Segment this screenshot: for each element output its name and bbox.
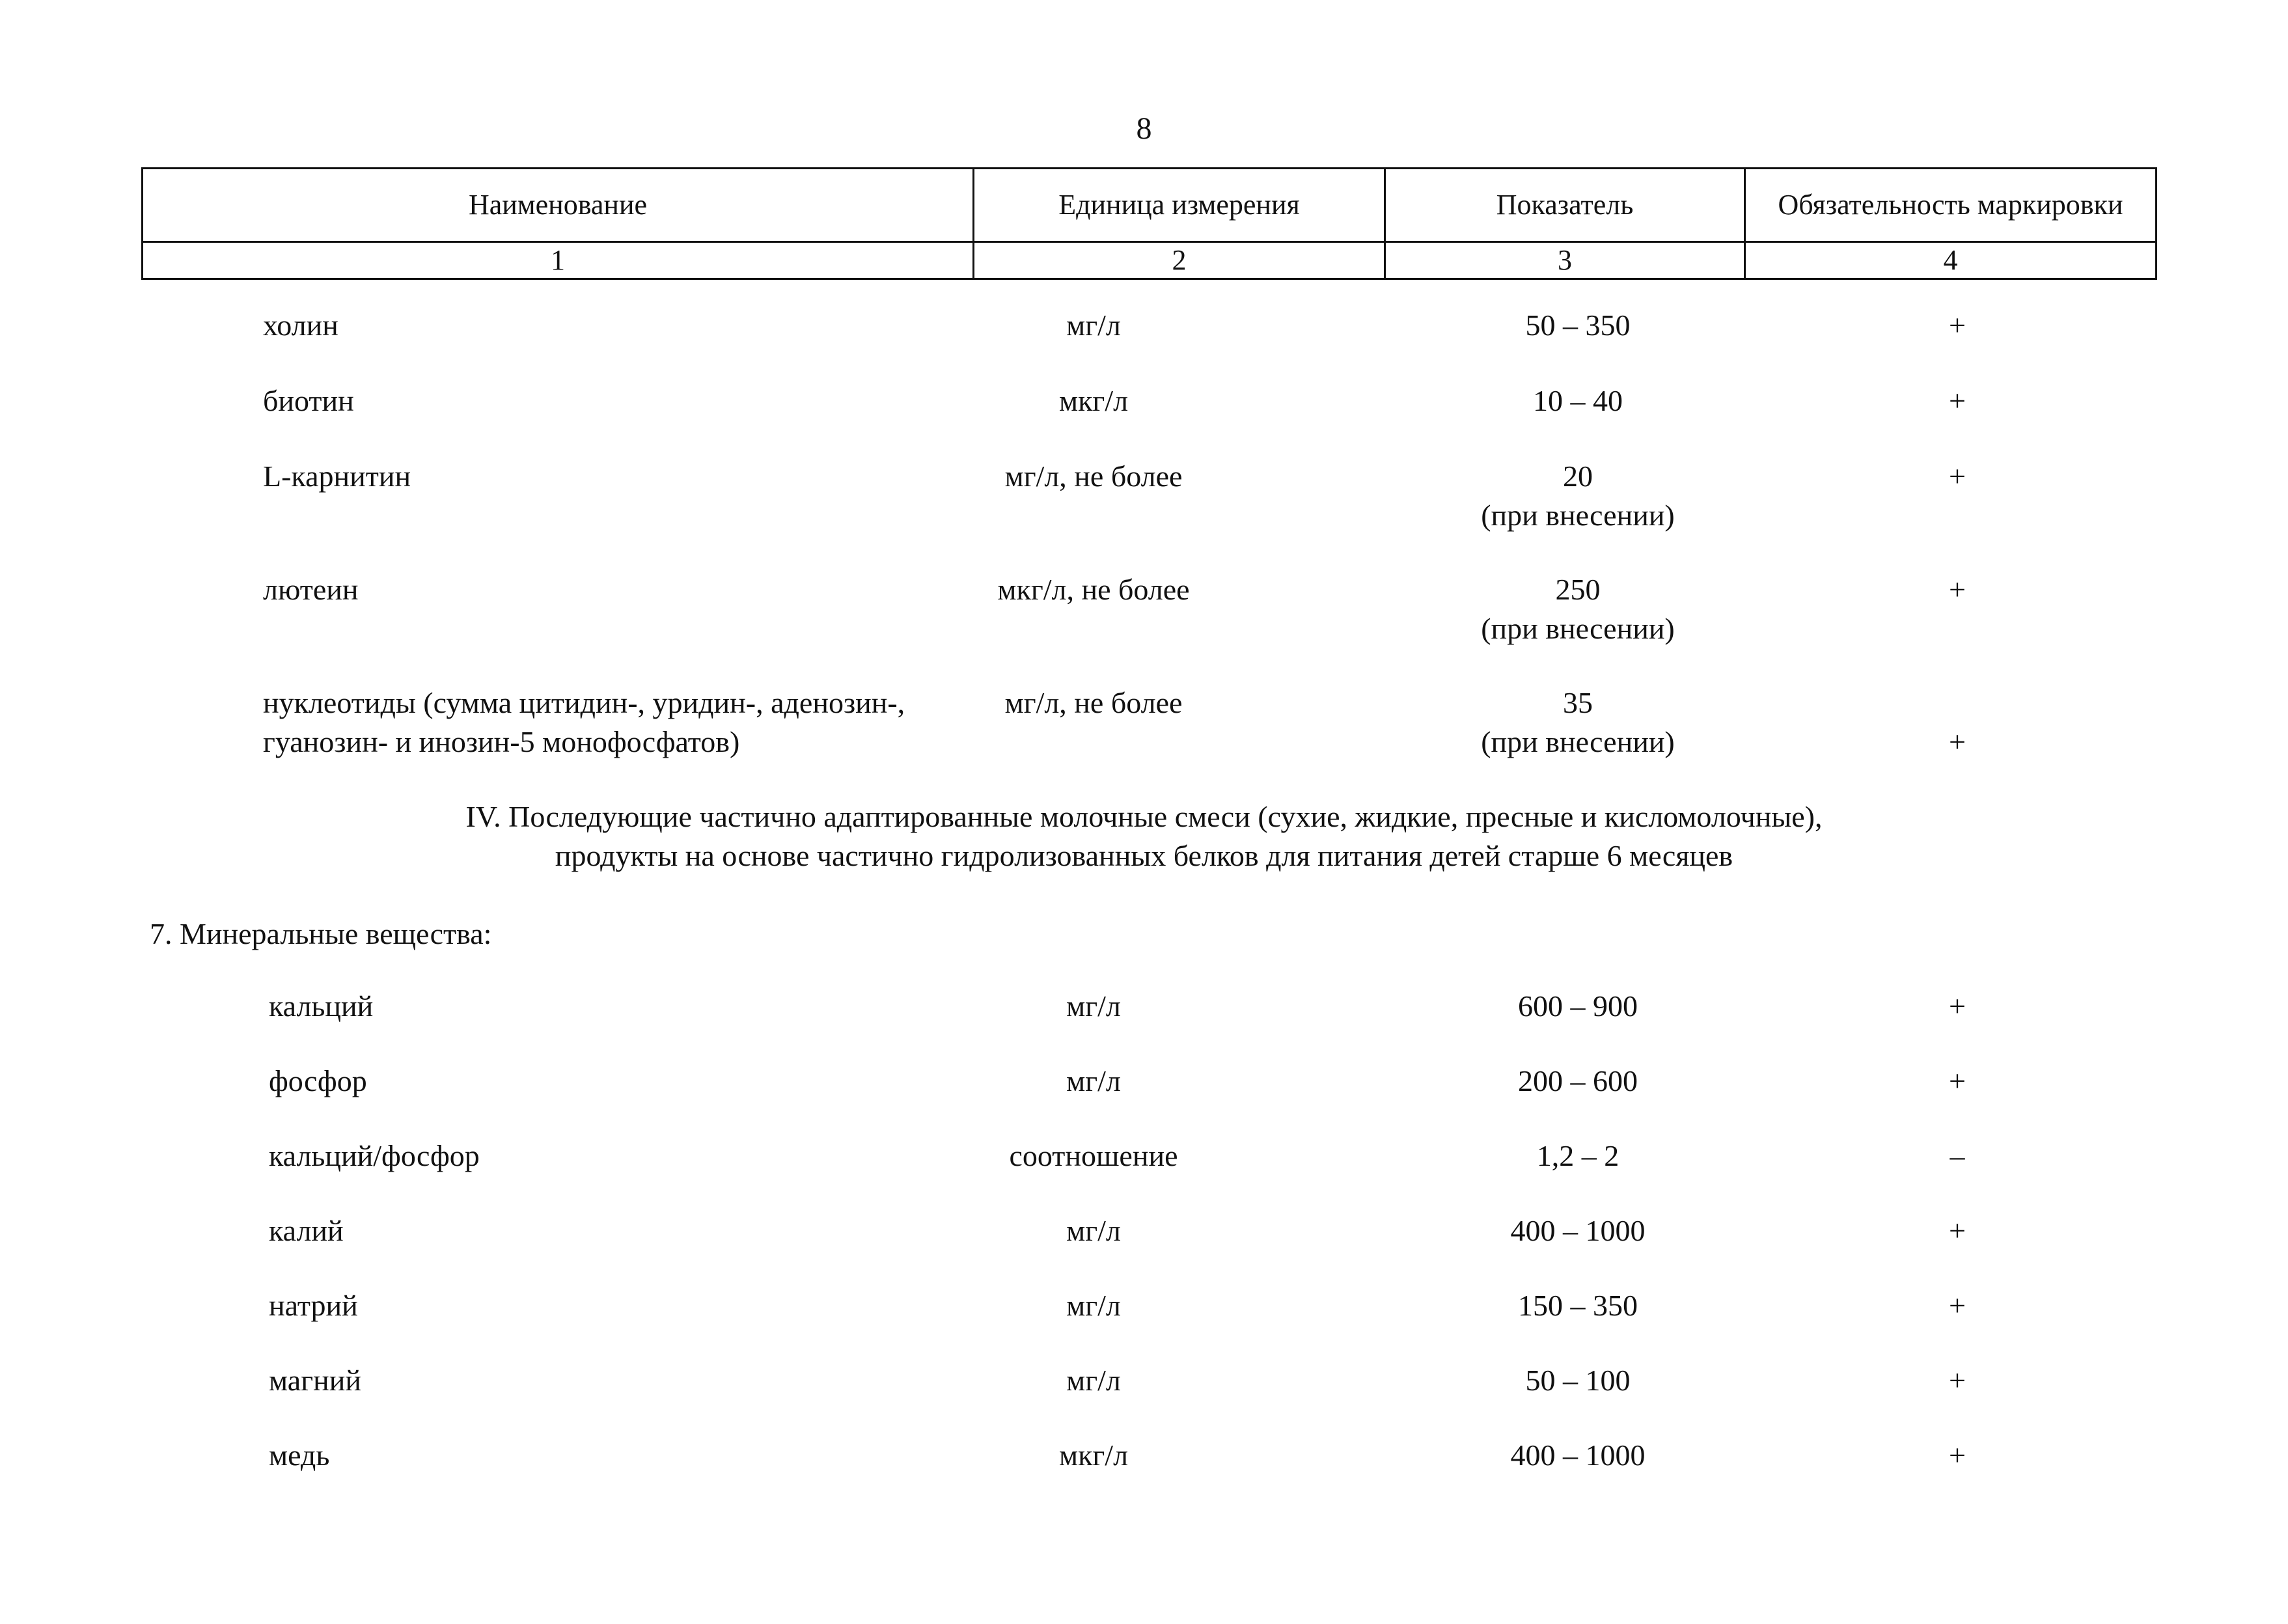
- row-labeling-mark: +: [1949, 725, 1966, 758]
- column-header-value: Показатель: [1385, 169, 1745, 242]
- row-value: 400 – 1000: [1510, 1214, 1646, 1247]
- row-unit: мг/л: [1066, 989, 1121, 1023]
- row-name: фосфор: [269, 1064, 367, 1097]
- row-name: медь: [269, 1438, 330, 1472]
- row-labeling-mark: +: [1949, 1064, 1966, 1097]
- row-name: биотин: [263, 384, 354, 417]
- row-unit: мкг/л: [1058, 1438, 1129, 1472]
- table-header: [141, 167, 2157, 280]
- row-unit: мг/л, не более: [1004, 686, 1183, 719]
- row-name: кальций: [269, 989, 374, 1023]
- subsection-heading: 7. Минеральные вещества:: [150, 917, 492, 950]
- row-labeling-mark: +: [1949, 1214, 1966, 1247]
- row-value: 400 – 1000: [1510, 1438, 1646, 1472]
- row-labeling-mark: +: [1949, 989, 1966, 1023]
- row-value: 50 – 100: [1525, 1364, 1631, 1397]
- row-name: лютеин: [263, 573, 359, 606]
- row-unit: мг/л: [1066, 1064, 1121, 1097]
- row-labeling-mark: +: [1949, 1289, 1966, 1322]
- row-value: 1,2 – 2: [1536, 1139, 1620, 1172]
- row-name: натрий: [269, 1289, 358, 1322]
- row-labeling-mark: +: [1949, 573, 1966, 606]
- row-value: 10 – 40: [1533, 384, 1623, 417]
- row-value: 600 – 900: [1518, 989, 1638, 1023]
- row-value: 50 – 350: [1525, 309, 1631, 342]
- row-labeling-mark: +: [1949, 1438, 1966, 1472]
- row-value: 200 – 600: [1518, 1064, 1638, 1097]
- row-name: магний: [269, 1364, 361, 1397]
- row-name: кальций/фосфор: [269, 1139, 480, 1172]
- column-header-labeling: Обязательность маркировки: [1745, 169, 2157, 242]
- row-unit: соотношение: [1009, 1139, 1178, 1172]
- row-name: холин: [263, 309, 338, 342]
- row-value: 250 (при внесении): [1481, 573, 1675, 645]
- row-value: 20 (при внесении): [1481, 460, 1675, 532]
- row-labeling-mark: +: [1949, 1364, 1966, 1397]
- column-number-3: 3: [1385, 242, 1745, 279]
- column-header-unit: Единица измерения: [974, 169, 1385, 242]
- row-labeling-mark: +: [1949, 384, 1966, 417]
- row-labeling-mark: +: [1949, 309, 1966, 342]
- column-number-2: 2: [974, 242, 1385, 279]
- row-unit: мг/л: [1066, 309, 1121, 342]
- row-unit: мкг/л, не более: [997, 573, 1190, 606]
- row-labeling-mark: +: [1949, 460, 1966, 493]
- row-value: 150 – 350: [1518, 1289, 1638, 1322]
- section-heading: [0, 797, 2288, 875]
- row-value: 35 (при внесении): [1481, 686, 1675, 758]
- row-labeling-mark: –: [1950, 1139, 1965, 1172]
- section-heading-line-2: продукты на основе частично гидролизованных белков для питания детей старше 6 месяцев: [555, 839, 1733, 872]
- page-number: 8: [1136, 111, 1152, 146]
- column-number-4: 4: [1745, 242, 2157, 279]
- row-unit: мг/л: [1066, 1289, 1121, 1322]
- row-name: L-карнитин: [263, 460, 411, 493]
- row-name: нуклеотиды (сумма цитидин-, уридин-, аденозин-, гуанозин- и инозин-5 монофосфатов): [263, 686, 905, 758]
- section-heading-line-1: IV. Последующие частично адаптированные молочные смеси (сухие, жидкие, пресные и кисломолочные),: [465, 800, 1823, 833]
- row-unit: мг/л: [1066, 1364, 1121, 1397]
- row-unit: мг/л: [1066, 1214, 1121, 1247]
- column-header-name: Наименование: [143, 169, 974, 242]
- row-unit: мкг/л: [1058, 384, 1129, 417]
- row-name: калий: [269, 1214, 344, 1247]
- row-unit: мг/л, не более: [1004, 460, 1183, 493]
- column-number-1: 1: [143, 242, 974, 279]
